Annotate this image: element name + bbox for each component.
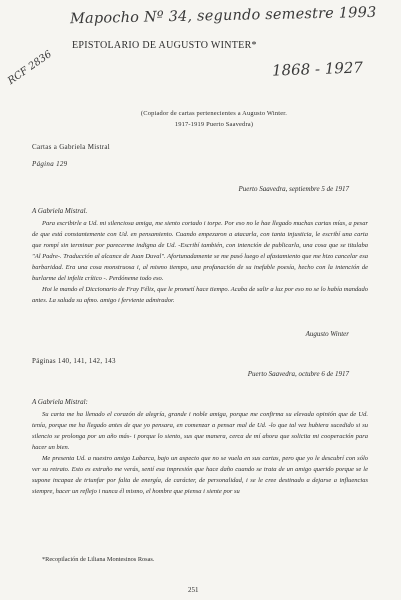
letter1-paragraph-1: Para escribirle a Ud. mi silenciosa amiga, me siento cortado i torpe. Por eso no le hae llegado muchas cartas mías, a pesar de que está constantemente con Ud. en pensamiento. Cuando empezaron a atacarla, con tanta injusticia, le escribí una carta que rompí sin terminar por parecerme indigna de Ud. -Escribí también, con intención de publicarla, una cosa que se titulaba "Al Padre-. Traducción al alcance de Juan Duval". Afortunadamente se me pasó luego el afastamiento que me hizo cancelar esa barbaridad. Era una cosa monstruosa i, al mismo tiempo, una profanación de su inefable poesía, hecho con la intención de burlarme del infeliz crítico -. Perdóneme todo eso. <box>32 220 368 282</box>
handwritten-journal-note: Mapocho Nº 34, segundo semestre 1993 <box>69 4 377 28</box>
letter2-body <box>32 409 368 497</box>
letter2-paragraph-1: Su carta me ha llenado el corazón de alegría, grande i noble amiga, porque me confirma su elevada opinión que de Ud. tenía, porque me ha llegado antes de que yo pensara, en comenzar a pensar mal de Ud. -lo que tal vez hubiera sucedido si su silencio se prolonga por un año más- i porque lo siento, sus que manera, cerca de mí ahora que solicita mi cooperación para hacer un bien. <box>32 411 368 451</box>
letter1-body <box>32 218 368 306</box>
document-subtitle <box>84 108 344 130</box>
handwritten-catalog-note: RCF 2836 <box>6 48 54 88</box>
subtitle-line-1: (Copiador de cartas pertenecientes a Augusto Winter. <box>140 110 288 117</box>
handwritten-years-note: 1868 - 1927 <box>271 58 364 80</box>
section-heading: Cartas a Gabriela Mistral <box>32 143 111 151</box>
letter2-place-date: Puerto Saavedra, octubre 6 de 1917 <box>247 370 349 378</box>
page-reference-2: Páginas 140, 141, 142, 143 <box>32 357 116 365</box>
letter2-paragraph-2: Me presenta Ud. a nuestro amigo Labarca, bajo un aspecto que no se vuela en sus cartas, pero que yo le descubrí con sólo ver su retrato. Esto es extraño me verás, sentí esa impresión que hace daño cuando se trata de un amigo querido porque se le supone incapaz de triunfar por falta de energía, de carácter, de personalidad, i se le cree destinado a dejarse a influencias siempre, hacer un reflejo i nunca él mismo, el hombre que piensa i siente por su <box>32 455 368 495</box>
document-title: EPISTOLARIO DE AUGUSTO WINTER* <box>72 40 257 51</box>
page-number: 251 <box>188 586 199 594</box>
subtitle-line-2: 1917-1919 Puerto Saavedra) <box>174 121 254 128</box>
letter1-place-date: Puerto Saavedra, septiembre 5 de 1917 <box>238 185 349 193</box>
letter1-paragraph-2: Hoi le mando el Diccionario de Fray Félix, que le prometí hace tiempo. Acaba de salir a luz por eso no se lo había mandado antes. La saluda su afmo. amigo i ferviente admirador. <box>32 286 368 304</box>
letter2-salutation: A Gabriela Mistral: <box>32 398 88 406</box>
page-reference-1: Página 129 <box>32 160 68 168</box>
letter1-signature: Augusto Winter <box>305 330 349 338</box>
letter1-salutation: A Gabriela Mistral. <box>32 207 88 215</box>
footnote: *Recopilación de Liliana Montesinos Rosas. <box>42 556 155 563</box>
